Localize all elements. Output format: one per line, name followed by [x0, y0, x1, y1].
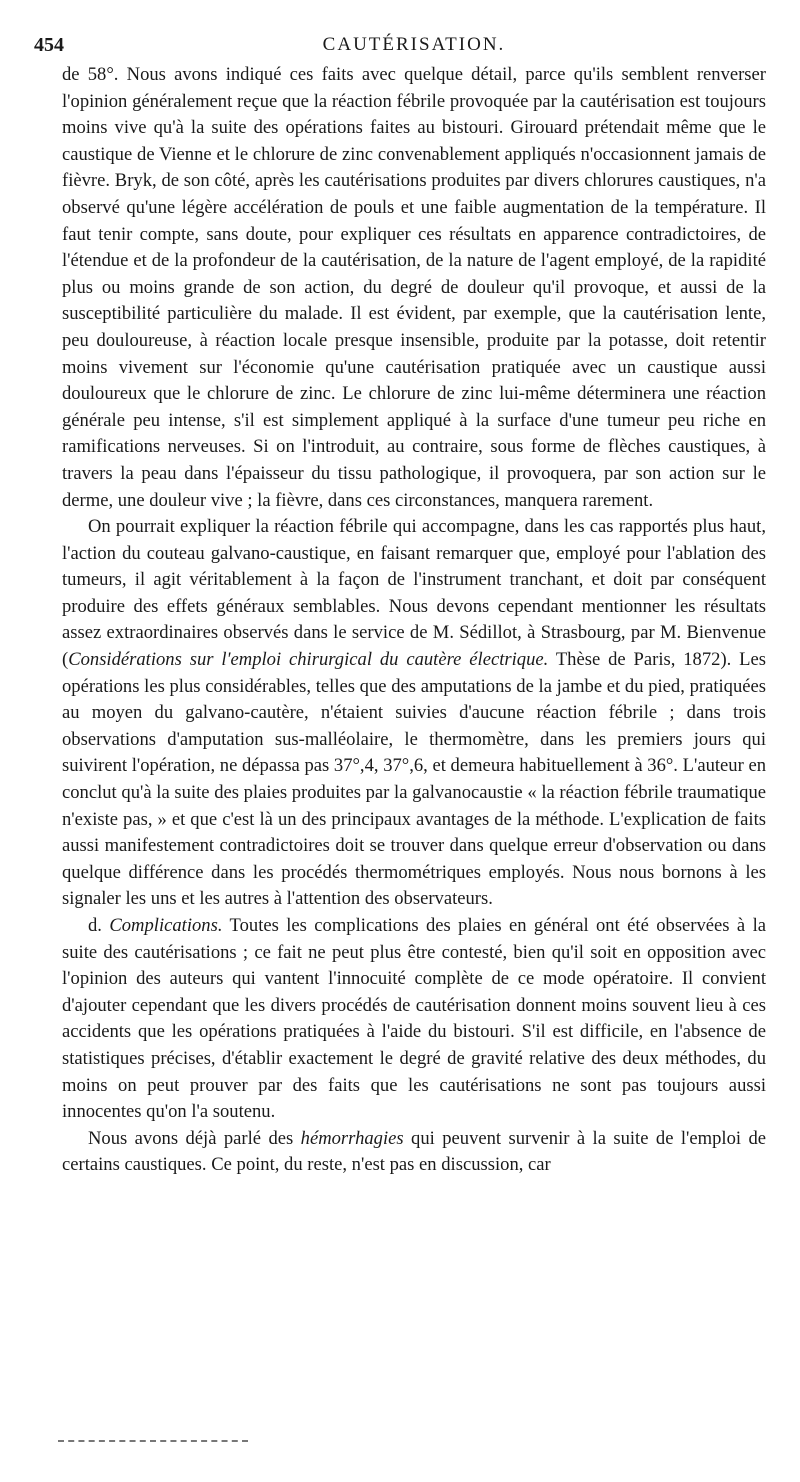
- section-heading: Complications.: [109, 915, 223, 936]
- page-body: [62, 62, 766, 1179]
- section-label: d.: [88, 915, 102, 936]
- running-title: CAUTÉRISATION.: [322, 34, 506, 55]
- paragraph-continuation: de 58°. Nous avons indiqué ces faits avec quelque détail, parce qu'ils semblent renverser l'opinion généralement reçue que la réaction fébrile provoquée par la cautérisation est toujours moins vive qu'à la suite des opérations faites au bistouri. Girouard prétendait même que le caustique de Vienne et le chlorure de zinc convenablement appliqués n'occasionnent jamais de fièvre. Bryk, de son côté, après les cautérisations produites par divers chlorures caustiques, n'a observé qu'une légère accélération de pouls et une faible augmentation de la température. Il faut tenir compte, sans doute, pour expliquer ces résultats en apparence contradictoires, de l'étendue et de la profondeur de la cautérisation, de la nature de l'agent employé, de la rapidité plus ou moins grande de son action, du degré de douleur qu'il provoque, et aussi de la susceptibilité particulière du malade. Il est évident, par exemple, que la cautérisation lente, peu douloureuse, à réaction locale presque insensible, produite par la potasse, doit retentir moins vivement sur l'économie qu'une cautérisation pratiquée avec un caustique aussi douloureux que le chlorure de zinc. Le chlorure de zinc lui-même déterminera une réaction générale peu intense, s'il est simplement appliqué à la surface d'une tumeur peu riche en ramifications nerveuses. Si on l'introduit, au contraire, sous forme de flèches caustiques, à travers la peau dans l'épaisseur du tissu pathologique, il provoquera, par son action sur le derme, une douleur vive ; la fièvre, dans ces circonstances, manquera rarement.: [62, 64, 766, 511]
- page-header: [34, 28, 766, 56]
- paragraph-hemorrhages: [62, 1126, 766, 1179]
- paragraph-text: Thèse de Paris, 1872). Les opérations les plus considérables, telles que des amputations de la jambe et du pied, pratiquées au moyen du galvano-cautère, n'étaient suivies d'aucune réaction fébrile ; dans trois observations d'amputation sus-malléolaire, le thermomètre, dans les premiers jours qui suivirent l'opération, ne dépassa pas 37°,4, 37°,6, et demeura habituellement à 36°. L'auteur en conclut qu'à la suite des plaies produites par la galvanocaustie « la réaction fébrile traumatique n'existe pas, » et que c'est là un des principaux avantages de la méthode. L'explication de faits aussi manifestement contradictoires doit se trouver dans quelque erreur d'observation ou dans quelque différence dans les procédés thermométriques employés. Nous nous bornons à les signaler les uns et les autres à l'attention des observateurs.: [62, 649, 767, 910]
- paragraph-text: qui peuvent survenir à la suite de l'emploi de certains caustiques. Ce point, du reste, n'est pas en discussion, car: [62, 1127, 766, 1176]
- section-complications: [62, 913, 766, 1126]
- paragraph-text: Nous avons déjà parlé des: [88, 1127, 301, 1149]
- paragraph-text: Toutes les complications des plaies en général ont été observées à la suite des cautérisations ; ce fait ne peut plus être contesté, bien qu'il soit en opposition avec l'opinion des auteurs qui vantent l'innocuité complète de ce mode opératoire. Il convient d'ajouter cependant que les divers procédés de cautérisation donnent moins souvent lieu à ces accidents que les opérations pratiquées à l'aide du bistouri. S'il est difficile, en l'absence de statistiques précises, d'établir exactement le degré de gravité relative des deux méthodes, du moins on peut prouver par des faits que les cautérisations ne sont pas toujours aussi innocentes qu'on l'a soutenu.: [62, 915, 767, 1123]
- term-hemorrhagies: hémorrhagies: [300, 1127, 404, 1149]
- paragraph-galvanocaustic: [62, 514, 766, 913]
- page-number: 454: [34, 34, 64, 56]
- cited-thesis-title: Considérations sur l'emploi chirurgical du cautère électrique.: [68, 649, 549, 671]
- footer-divider: [58, 1440, 248, 1442]
- paragraph-text: On pourrait expliquer la réaction fébrile qui accompagne, dans les cas rapportés plus haut, l'action du couteau galvano-caustique, en faisant remarquer que, employé pour l'ablation des tumeurs, il agit véritablement à la façon de l'instrument tranchant, et doit par conséquent produire des effets généraux semblables. Nous devons cependant mentionner les résultats assez extraordinaires observés dans le service de M. Sédillot, à Strasbourg, par M. Bienvenue (: [62, 516, 766, 671]
